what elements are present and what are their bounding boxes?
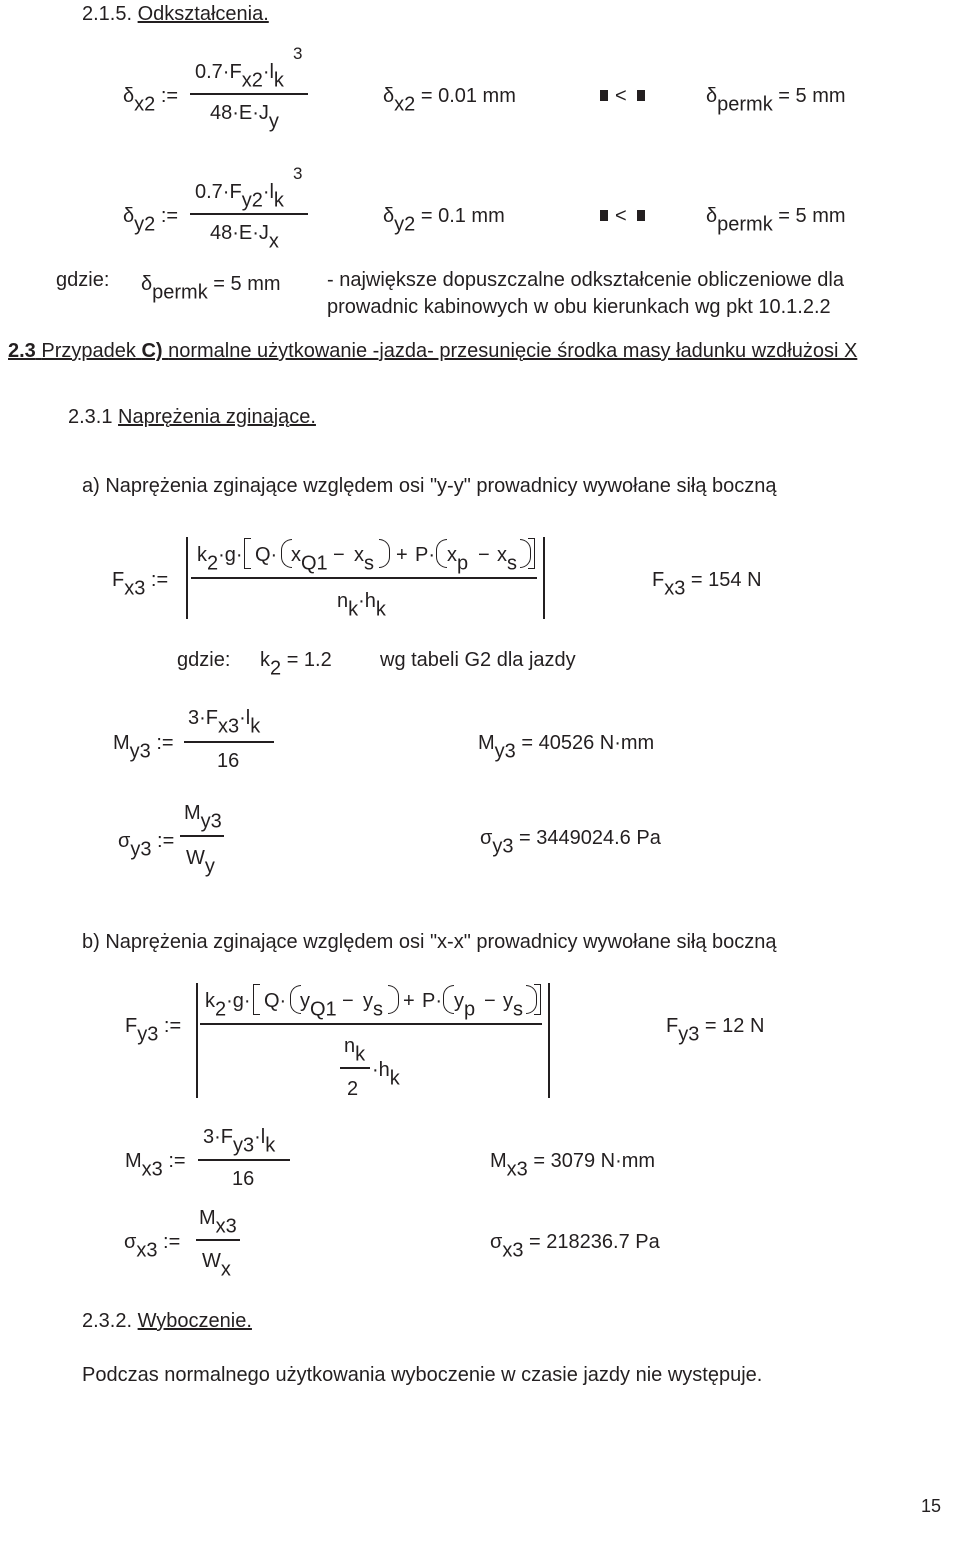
limit: $\delta_{permk} = 5$ mm <box>706 85 846 116</box>
denominator: $48\cdot E\cdot J_x$ <box>210 222 279 253</box>
fraction-bar <box>191 577 537 579</box>
paren-close <box>379 539 390 568</box>
part-a-heading: a) Naprężenia zginające względem osi "y-y" prowadnicy wywołane siłą boczną <box>82 475 777 497</box>
exponent: 3 <box>293 44 303 63</box>
symbol: $k_2 = 1.2$ <box>260 649 332 680</box>
lhs: $\delta_{x2}$ := <box>123 85 179 116</box>
plus: + <box>396 544 408 566</box>
exponent: 3 <box>293 164 303 183</box>
result: $\sigma_{y3} = 3449024.6$ Pa <box>480 827 661 858</box>
result: $\delta_{x2} = 0.01$ mm <box>383 85 516 116</box>
denominator: $48\cdot E\cdot J_y$ <box>210 102 279 133</box>
minus: − <box>333 544 345 566</box>
term-xs: $x_s$ <box>497 544 517 575</box>
term-ys: $y_s$ <box>503 990 523 1021</box>
part-b-heading: b) Naprężenia zginające względem osi "x-x" prowadnicy wywołane siłą boczną <box>82 931 777 953</box>
result: $F_{x3} = 154$ N <box>652 569 762 600</box>
section-heading-2-1-5 <box>82 4 269 24</box>
section-title: Wyboczenie. <box>137 1310 252 1332</box>
gdzie-label: gdzie: <box>177 649 231 671</box>
minus: − <box>342 990 354 1012</box>
section-number: 2.1.5. <box>82 3 133 25</box>
abs-bar-right <box>543 537 545 619</box>
numerator-k-g: $k_2\cdot g\cdot$ <box>205 990 251 1021</box>
bracket-open <box>253 984 260 1015</box>
denominator-n: $n_k$ <box>344 1035 366 1066</box>
denominator-two: 2 <box>347 1078 359 1100</box>
denominator: $W_x$ <box>202 1250 231 1281</box>
result: $\sigma_{x3} = 218236.7$ Pa <box>490 1231 660 1262</box>
paren-close <box>388 985 399 1014</box>
lhs: $M_{y3}$ := <box>113 732 174 763</box>
paren-open <box>443 985 454 1014</box>
abs-bar-left <box>196 983 198 1098</box>
denominator-h: $\cdot h_k$ <box>372 1059 400 1090</box>
abs-bar-right <box>548 983 550 1098</box>
bracket-close <box>528 538 535 569</box>
section-number: 2.3.1 <box>68 406 113 428</box>
plus: + <box>403 990 415 1012</box>
numerator: $0.7\cdot F_{x2}\cdot l_k$ <box>195 61 284 92</box>
case-label: C) <box>141 340 163 362</box>
gdzie-label: gdzie: <box>56 269 110 291</box>
section-number: 2.3.2. <box>82 1310 133 1332</box>
numerator: $M_{y3}$ <box>184 802 222 833</box>
lhs: $\sigma_{y3}$ := <box>118 830 175 861</box>
description-line-2: prowadnic kabinowych w obu kierunkach wg pkt 10.1.2.2 <box>327 296 831 318</box>
fraction-bar <box>196 1239 240 1241</box>
result: $\delta_{y2} = 0.1$ mm <box>383 205 505 236</box>
description-line-1: - największe dopuszczalne odkształcenie obliczeniowe dla <box>327 269 844 291</box>
section-title: Naprężenia zginające. <box>118 406 316 428</box>
section-heading-2-3-2 <box>82 1311 252 1331</box>
less-than: < <box>615 85 627 107</box>
fraction-bar <box>190 213 308 215</box>
denominator: $n_k\cdot h_k$ <box>337 590 386 621</box>
numerator: $M_{x3}$ <box>199 1207 237 1238</box>
paren-open <box>436 539 447 568</box>
numerator-k-g: $k_2\cdot g\cdot$ <box>197 544 243 575</box>
placeholder-mark <box>600 90 608 101</box>
fraction-bar <box>180 835 224 837</box>
numerator: $3\cdot F_{x3}\cdot l_k$ <box>188 707 261 738</box>
placeholder-mark <box>600 210 608 221</box>
section-heading-2-3 <box>8 341 857 361</box>
fraction-bar <box>190 93 308 95</box>
result: $F_{y3} = 12$ N <box>666 1015 765 1046</box>
limit: $\delta_{permk} = 5$ mm <box>706 205 846 236</box>
less-than: < <box>615 205 627 227</box>
numerator: $3\cdot F_{y3}\cdot l_k$ <box>203 1126 276 1157</box>
lhs: $\sigma_{x3}$ := <box>124 1231 181 1262</box>
term-xs: $x_s$ <box>354 544 374 575</box>
lhs: $\delta_{y2}$ := <box>123 205 179 236</box>
result: $M_{y3} = 40526$ N·mm <box>478 732 655 763</box>
section-number: 2.3 <box>8 340 36 362</box>
bracket-open <box>244 538 251 569</box>
placeholder-mark <box>637 210 645 221</box>
denominator: 16 <box>217 750 240 772</box>
denominator: $W_y$ <box>186 847 215 878</box>
term-yp: $y_p$ <box>454 990 476 1021</box>
fraction-bar <box>200 1023 542 1025</box>
minus: − <box>484 990 496 1012</box>
page-number: 15 <box>921 1496 942 1516</box>
fraction-bar <box>184 741 274 743</box>
term-xp: $x_p$ <box>447 544 469 575</box>
term-yq1: $y_{Q1}$ <box>300 990 337 1021</box>
lhs: $F_{x3}$ := <box>112 569 169 600</box>
term-p: P· <box>422 990 442 1012</box>
section-title: Odkształcenia. <box>137 3 269 25</box>
case-description: normalne użytkowanie -jazda- przesunięcie środka masy ładunku wzdłużosi X <box>168 340 858 362</box>
abs-bar-left <box>186 537 188 619</box>
closing-paragraph: Podczas normalnego użytkowania wyboczenie w czasie jazdy nie występuje. <box>82 1364 763 1386</box>
case-prefix: Przypadek <box>41 340 136 362</box>
denominator: 16 <box>232 1168 255 1190</box>
term-q: Q· <box>264 990 287 1012</box>
numerator: $0.7\cdot F_{y2}\cdot l_k$ <box>195 181 284 212</box>
term-xq1: $x_{Q1}$ <box>291 544 328 575</box>
lhs: $F_{y3}$ := <box>125 1015 182 1046</box>
term-p: P· <box>415 544 435 566</box>
minus: − <box>478 544 490 566</box>
symbol: $\delta_{permk} = 5$ mm <box>141 273 281 304</box>
bracket-close <box>534 984 541 1015</box>
inner-fraction-bar <box>340 1067 370 1069</box>
result: $M_{x3} = 3079$ N·mm <box>490 1150 656 1181</box>
placeholder-mark <box>637 90 645 101</box>
description: wg tabeli G2 dla jazdy <box>380 649 576 671</box>
term-q: Q· <box>255 544 278 566</box>
fraction-bar <box>198 1159 290 1161</box>
term-ys: $y_s$ <box>363 990 383 1021</box>
lhs: $M_{x3}$ := <box>125 1150 186 1181</box>
section-heading-2-3-1 <box>68 407 316 427</box>
